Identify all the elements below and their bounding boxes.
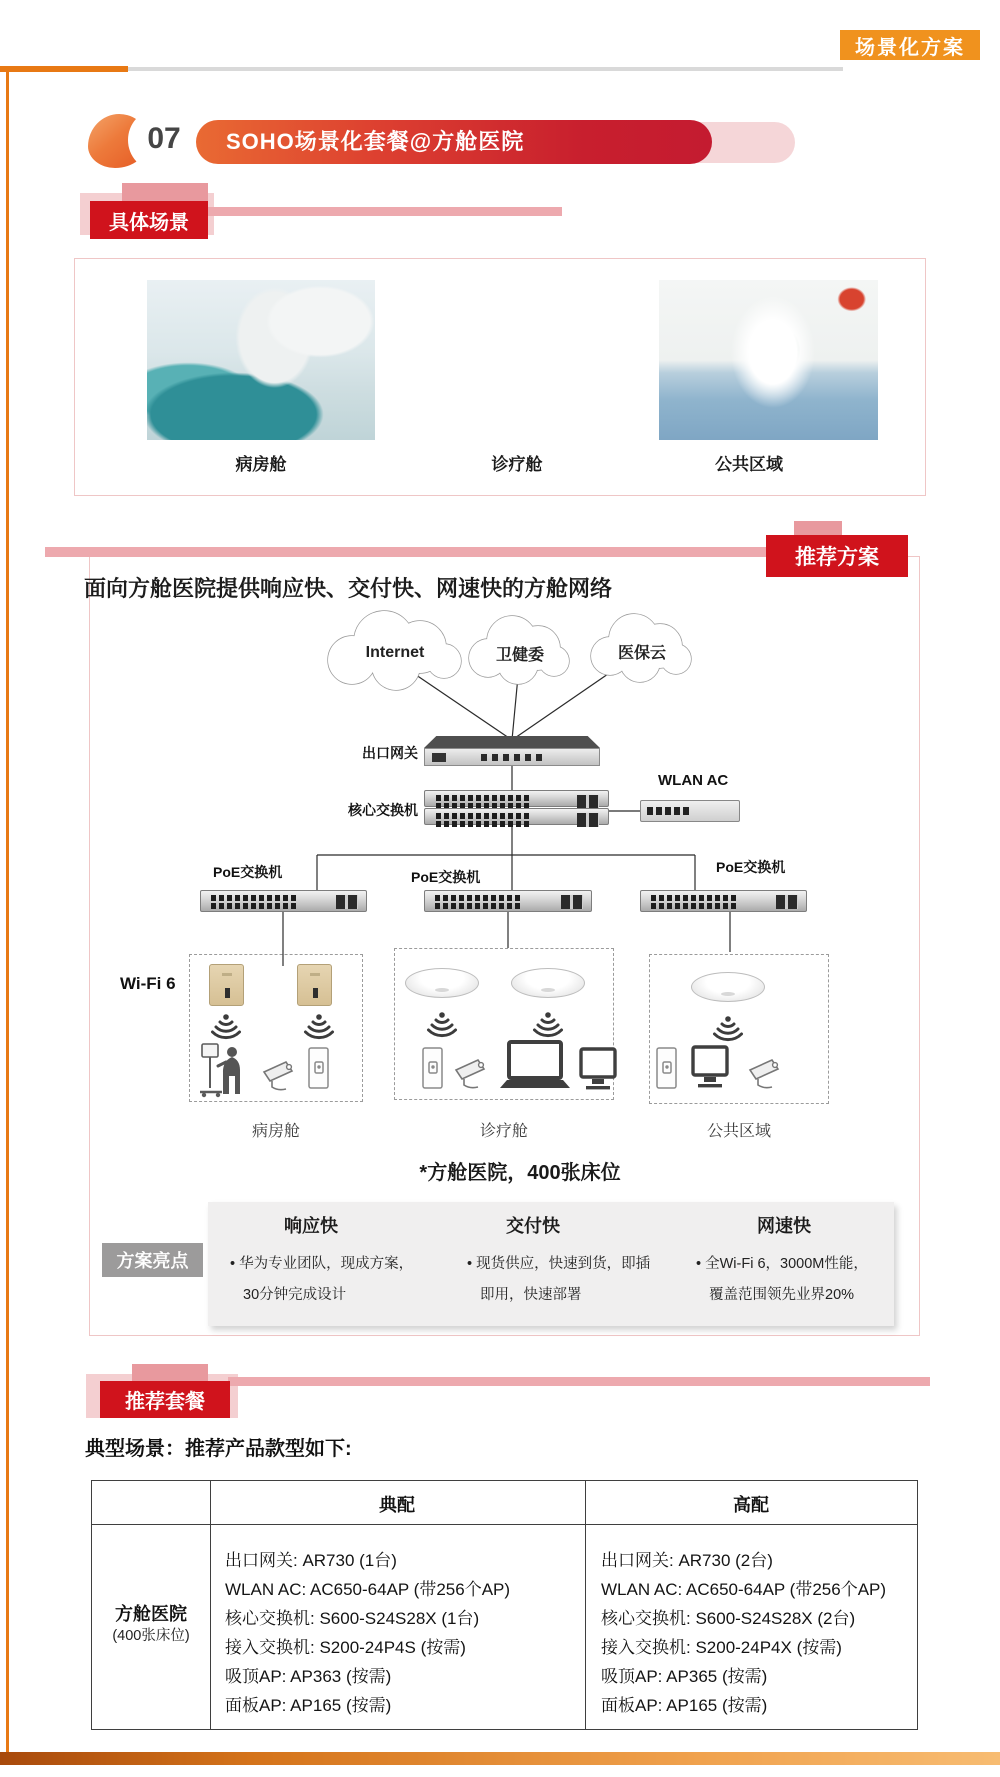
cloud-label-internet: Internet (365, 644, 425, 661)
typical-config-list (225, 1546, 580, 1720)
solution-badge: 推荐方案 (766, 535, 908, 577)
door-access-icon (306, 1046, 332, 1092)
caption-treatment-cabin: 诊疗舱 (491, 455, 543, 474)
table-header-divider (91, 1524, 918, 1525)
ceiling-ap-icon (511, 968, 585, 998)
laptop-icon (496, 1040, 574, 1094)
wifi-signal-icon (208, 1012, 244, 1042)
highlight-speed-line1: • 全Wi-Fi 6，3000M性能， (696, 1256, 868, 1272)
capacity-footnote: *方舱医院，400张床位 (419, 1162, 621, 1184)
corner-tag-badge: 场景化方案 (840, 30, 980, 60)
poe-switch-device-2 (424, 890, 592, 912)
table-cell: 面板AP: AP165 (按需) (601, 1696, 768, 1715)
footer-bar (0, 1752, 1000, 1765)
wifi6-label: Wi-Fi 6 (120, 974, 176, 993)
table-cell: 吸顶AP: AP365 (按需) (601, 1667, 768, 1686)
zone-label-public: 公共区域 (706, 1123, 771, 1140)
wall-ap-icon (209, 964, 244, 1006)
table-cell: 接入交换机: S200-24P4S (按需) (225, 1638, 466, 1657)
door-access-icon (420, 1046, 446, 1092)
zone-label-ward: 病房舱 (251, 1123, 300, 1140)
zone-label-treatment: 诊疗舱 (479, 1123, 528, 1140)
wifi-signal-icon (710, 1014, 746, 1044)
page-title: SOHO场景化套餐@方舱医院 (196, 120, 712, 164)
highlight-delivery-line1: • 现货供应，快速到货，即插 (467, 1256, 651, 1272)
highlight-title-response: 响应快 (284, 1216, 338, 1236)
table-cell: WLAN AC: AC650-64AP (带256个AP) (225, 1580, 511, 1599)
highlights-badge: 方案亮点 (102, 1243, 203, 1277)
poe-switch-label-1: PoE交换机 (213, 864, 283, 880)
camera-icon (450, 1052, 494, 1092)
caption-ward-cabin: 病房舱 (235, 455, 287, 474)
table-cell: WLAN AC: AC650-64AP (带256个AP) (601, 1580, 887, 1599)
column-header-high: 高配 (733, 1495, 769, 1515)
cloud-label-health-commission: 卫健委 (495, 647, 544, 664)
exit-gateway-device-top (424, 736, 600, 748)
door-access-icon (654, 1046, 680, 1092)
high-config-list (601, 1546, 916, 1720)
highlight-title-speed: 网速快 (757, 1216, 811, 1236)
section-number: 07 (147, 122, 181, 155)
column-header-typical: 典配 (379, 1495, 415, 1515)
caption-public-area: 公共区域 (715, 455, 783, 474)
table-cell: 吸顶AP: AP363 (按需) (225, 1667, 392, 1686)
poe-switch-label-2: PoE交换机 (411, 869, 481, 885)
table-cell: 出口网关: AR730 (1台) (225, 1551, 397, 1570)
highlight-response-line1: • 华为专业团队，现成方案， (230, 1256, 414, 1272)
table-row-label: 方舱医院 (115, 1604, 187, 1624)
table-vertical-divider-2 (585, 1480, 586, 1730)
ceiling-ap-icon (405, 968, 479, 998)
table-cell: 核心交换机: S600-S24S28X (2台) (601, 1609, 856, 1628)
wifi-signal-icon (424, 1010, 460, 1040)
table-row-sublabel: (400张床位) (112, 1628, 190, 1644)
table-cell: 面板AP: AP165 (按需) (225, 1696, 392, 1715)
gateway-label: 出口网关 (362, 745, 418, 761)
camera-icon (744, 1052, 788, 1092)
table-cell: 接入交换机: S200-24P4X (按需) (601, 1638, 842, 1657)
core-switch-label: 核心交换机 (348, 802, 418, 818)
highlight-speed-line2: 覆盖范围领先业界20% (709, 1287, 855, 1303)
highlight-response-line2: 30分钟完成设计 (243, 1287, 347, 1303)
packages-badge: 推荐套餐 (100, 1381, 230, 1418)
wlan-ac-label: WLAN AC (658, 772, 729, 789)
scenarios-badge: 具体场景 (90, 201, 208, 239)
wlan-ac-device (640, 800, 740, 822)
highlight-delivery-line2: 即用，快速部署 (480, 1287, 582, 1303)
camera-icon (258, 1054, 302, 1094)
medical-cart-icon (194, 1040, 250, 1098)
poe-switch-label-3: PoE交换机 (716, 859, 786, 875)
wifi-signal-icon (530, 1010, 566, 1040)
table-vertical-divider-1 (210, 1480, 211, 1730)
monitor-icon (578, 1046, 618, 1094)
packages-heading: 典型场景：推荐产品款型如下: (85, 1438, 352, 1460)
cloud-label-medical-insurance: 医保云 (617, 645, 666, 662)
packages-rule (228, 1377, 930, 1386)
ceiling-ap-icon (691, 972, 765, 1002)
solution-headline: 面向方舱医院提供响应快、交付快、网速快的方舱网络 (84, 576, 613, 601)
wifi-signal-icon (301, 1012, 337, 1042)
wall-ap-icon (297, 964, 332, 1006)
core-switch-device-2 (424, 808, 609, 825)
monitor-icon (690, 1044, 730, 1092)
exit-gateway-device (424, 748, 600, 766)
table-cell: 核心交换机: S600-S24S28X (1台) (225, 1609, 480, 1628)
poe-switch-device-1 (200, 890, 367, 912)
core-switch-device-1 (424, 790, 609, 807)
table-cell: 出口网关: AR730 (2台) (601, 1551, 773, 1570)
poe-switch-device-3 (640, 890, 807, 912)
highlight-title-delivery: 交付快 (506, 1216, 560, 1236)
